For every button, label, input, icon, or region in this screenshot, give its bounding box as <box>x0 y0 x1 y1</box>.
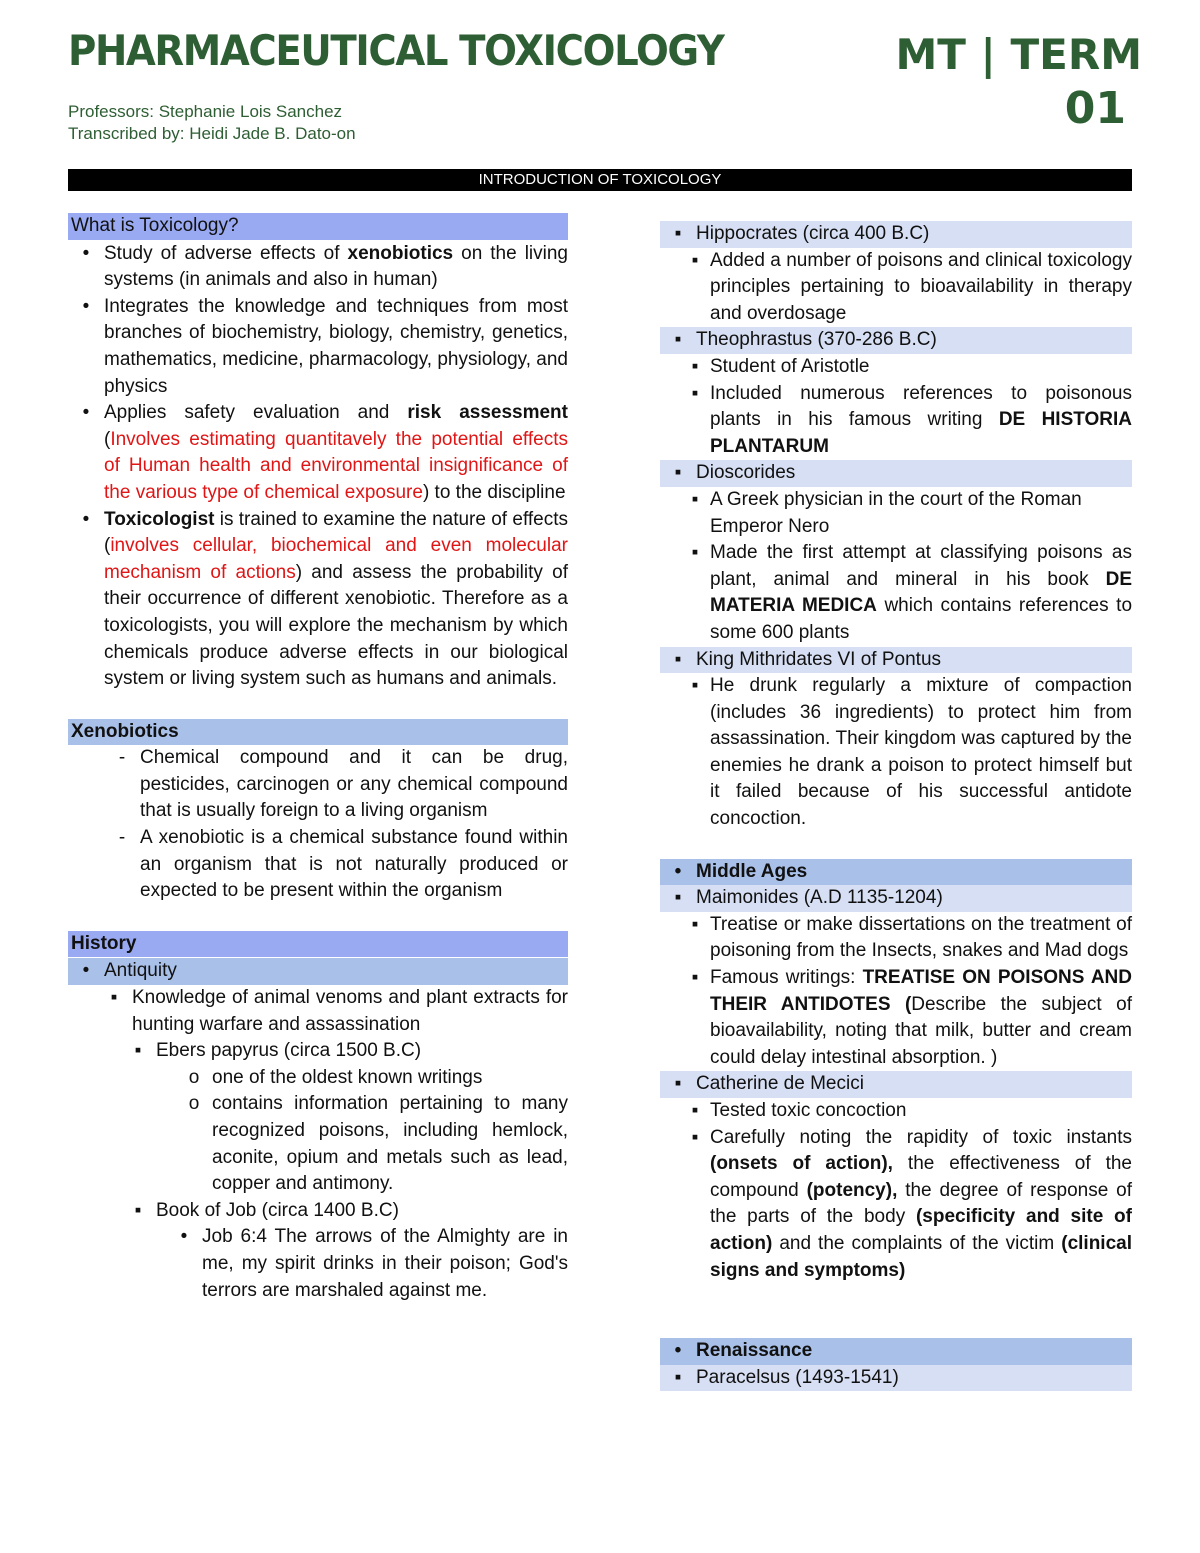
professors-line: Professors: Stephanie Lois Sanchez <box>68 102 343 121</box>
list-item <box>68 1224 568 1304</box>
bold-text: TREATISE ON POISONS AND THEIR ANTIDOTES ( <box>710 967 1132 1015</box>
list-item <box>660 221 1132 248</box>
bullet-icon: • <box>674 1340 682 1362</box>
left-column <box>68 213 568 1304</box>
list-item <box>68 400 568 506</box>
text: ( <box>104 428 111 450</box>
dash-icon: - <box>118 747 126 769</box>
text: the effectiveness of the compound <box>710 1153 1132 1201</box>
square-bullet-icon: ▪ <box>674 223 682 244</box>
text: A xenobiotic is a chemical substance found within an organism that is not naturally produced or expected to be present within the organism <box>140 827 568 902</box>
text: Applies safety evaluation and <box>104 402 408 424</box>
bold-text: (onsets of action), <box>710 1153 893 1175</box>
text: is trained to examine the nature of effects ( <box>104 508 568 557</box>
text: Job 6:4 The arrows of the Almighty are in me, my spirit drinks in their poison; God's terrors are marshaled against me. <box>202 1226 568 1301</box>
list-item <box>68 241 568 294</box>
text: Hippocrates (circa 400 B.C) <box>696 223 930 244</box>
term-text: MT | TERM <box>895 30 1142 79</box>
square-bullet-icon: ▪ <box>691 488 699 510</box>
text: Included numerous references to poisonous plants in his famous writing <box>710 382 1132 431</box>
text: Book of Job (circa 1400 B.C) <box>156 1199 399 1221</box>
bullet-icon: • <box>82 508 90 530</box>
text: Describe the subject of bioavailability, noting that milk, butter and cream could delay intestinal absorption. ) <box>710 993 1132 1068</box>
bold-text: risk assessment <box>407 402 568 424</box>
text: ) and assess the probability of their occurrence of different xenobiotic. Therefore as a toxicologists, you will explore the mechanism by which chemicals produce adverse effects in our biological system or living system such as humans and animals. <box>104 561 568 690</box>
text: on the living systems (in animals and also in human) <box>104 242 568 291</box>
term-number: 01 <box>1064 83 1126 134</box>
list-item <box>68 1091 568 1197</box>
text: ) to the discipline <box>422 481 566 503</box>
text: He drunk regularly a mixture of compaction (includes 36 ingredients) to protect him from assassination. Their kingdom was captured by the enemies he drank a poison to protect himself but it failed because of his successful antidote concoction. <box>710 675 1132 830</box>
list-item <box>68 825 568 905</box>
bold-text: Toxicologist <box>104 508 215 530</box>
history-heading: History <box>68 931 568 958</box>
list-item <box>68 745 568 825</box>
text: Catherine de Mecici <box>696 1073 864 1095</box>
text: and the complaints of the victim <box>772 1232 1062 1254</box>
highlighted-text: Involves estimating quantitavely the potential effects of Human health and environmental insignificance of the various type of chemical exposure <box>104 428 568 503</box>
bold-text: xenobiotics <box>347 242 454 264</box>
text: the degree of response of the parts of the body <box>710 1179 1132 1228</box>
list-item <box>660 381 1132 461</box>
text: Famous writings: <box>710 967 863 989</box>
text: Paracelsus (1493-1541) <box>696 1366 899 1388</box>
list-item <box>68 294 568 400</box>
square-bullet-icon: ▪ <box>691 967 699 989</box>
text: Tested toxic concoction <box>710 1100 907 1121</box>
bullet-icon: • <box>82 402 90 424</box>
bold-text: DE MATERIA MEDICA <box>710 568 1132 617</box>
xenobiotics-heading: Xenobiotics <box>68 719 568 746</box>
text: Ebers papyrus (circa 1500 B.C) <box>156 1040 422 1062</box>
list-item <box>68 1038 568 1065</box>
square-bullet-icon: ▪ <box>674 1366 682 1388</box>
list-item <box>660 460 1132 487</box>
antiquity-heading: Antiquity <box>104 960 177 982</box>
circle-bullet-icon: o <box>188 1093 200 1115</box>
term-label <box>895 28 1142 136</box>
circle-bullet-icon: o <box>188 1066 200 1088</box>
square-bullet-icon: ▪ <box>691 1100 699 1121</box>
list-item <box>660 859 1132 886</box>
list-item <box>68 507 568 693</box>
transcriber-line: Transcribed by: Heidi Jade B. Dato-on <box>68 124 356 143</box>
document-meta <box>68 101 356 145</box>
text: Dioscorides <box>696 462 796 484</box>
middle-ages-heading: Middle Ages <box>696 860 808 882</box>
text: Student of Aristotle <box>710 355 870 377</box>
renaissance-heading: Renaissance <box>696 1340 813 1362</box>
square-bullet-icon: ▪ <box>691 913 699 935</box>
right-column <box>660 221 1132 1391</box>
text: Carefully noting the rapidity of toxic instants <box>710 1126 1132 1148</box>
square-bullet-icon: ▪ <box>134 1199 142 1221</box>
bullet-icon: • <box>674 860 682 882</box>
square-bullet-icon: ▪ <box>691 1126 699 1148</box>
text: Treatise or make dissertations on the treatment of poisoning from the Insects, snakes and Mad dogs <box>710 913 1132 962</box>
text: Made the first attempt at classifying poisons as plant, animal and mineral in his book <box>710 542 1132 590</box>
list-item <box>68 958 568 985</box>
list-item <box>660 1071 1132 1098</box>
text: Study of adverse effects of <box>104 242 348 264</box>
square-bullet-icon: ▪ <box>691 249 699 271</box>
square-bullet-icon: ▪ <box>134 1040 142 1062</box>
list-item <box>660 647 1132 674</box>
list-item <box>68 985 568 1038</box>
square-bullet-icon: ▪ <box>674 462 682 484</box>
square-bullet-icon: ▪ <box>691 382 699 404</box>
bold-text: (specificity and site of action) <box>710 1206 1132 1254</box>
square-bullet-icon: ▪ <box>691 355 699 377</box>
text: Theophrastus (370-286 B.C) <box>696 329 937 351</box>
text: contains information pertaining to many recognized poisons, including hemlock, aconite, opium and metals such as lead, copper and antimony. <box>212 1093 568 1195</box>
bullet-icon: • <box>82 960 90 982</box>
list-item <box>660 1125 1132 1285</box>
list-item <box>660 1338 1132 1365</box>
list-item <box>660 673 1132 833</box>
square-bullet-icon: ▪ <box>110 987 118 1009</box>
what-is-toxicology-heading: What is Toxicology? <box>68 213 568 240</box>
list-item <box>660 965 1132 1071</box>
text: A Greek physician in the court of the Roman Emperor Nero <box>710 488 1082 537</box>
square-bullet-icon: ▪ <box>674 329 682 351</box>
text: one of the oldest known writings <box>212 1066 483 1088</box>
square-bullet-icon: ▪ <box>674 887 682 909</box>
bullet-icon: • <box>180 1226 188 1248</box>
text: which contains references to some 600 plants <box>710 595 1133 643</box>
highlighted-text: involves cellular, biochemical and even molecular mechanism of actions <box>104 535 568 583</box>
square-bullet-icon: ▪ <box>674 648 682 670</box>
list-item <box>660 1098 1132 1125</box>
dash-icon: - <box>118 827 126 849</box>
square-bullet-icon: ▪ <box>691 675 699 697</box>
section-bar: INTRODUCTION OF TOXICOLOGY <box>68 169 1132 191</box>
text: Maimonides (A.D 1135-1204) <box>696 887 943 909</box>
list-item <box>660 1365 1132 1392</box>
bullet-icon: • <box>82 295 90 317</box>
list-item <box>660 540 1132 646</box>
list-item <box>68 1065 568 1092</box>
list-item <box>660 354 1132 381</box>
list-item <box>660 487 1132 540</box>
list-item <box>660 327 1132 354</box>
text: King Mithridates VI of Pontus <box>696 648 942 670</box>
text: Added a number of poisons and clinical toxicology principles pertaining to bioavailability in therapy and overdosage <box>710 249 1132 324</box>
square-bullet-icon: ▪ <box>691 542 699 564</box>
bold-text: DE HISTORIA PLANTARUM <box>710 409 1133 457</box>
text: Knowledge of animal venoms and plant extracts for hunting warfare and assassination <box>132 987 568 1035</box>
bullet-icon: • <box>82 242 90 264</box>
text: Integrates the knowledge and techniques from most branches of biochemistry, biology, chemistry, genetics, mathematics, medicine, pharmacology, physiology, and physics <box>104 295 568 397</box>
document-title: PHARMACEUTICAL TOXICOLOGY <box>68 26 724 75</box>
list-item <box>660 885 1132 912</box>
list-item <box>68 1198 568 1225</box>
bold-text: (clinical signs and symptoms) <box>710 1232 1132 1281</box>
text: Chemical compound and it can be drug, pesticides, carcinogen or any chemical compound that is usually foreign to a living organism <box>140 747 568 822</box>
list-item <box>660 248 1132 328</box>
list-item <box>660 912 1132 965</box>
bold-text: (potency), <box>806 1179 898 1201</box>
square-bullet-icon: ▪ <box>674 1073 682 1095</box>
